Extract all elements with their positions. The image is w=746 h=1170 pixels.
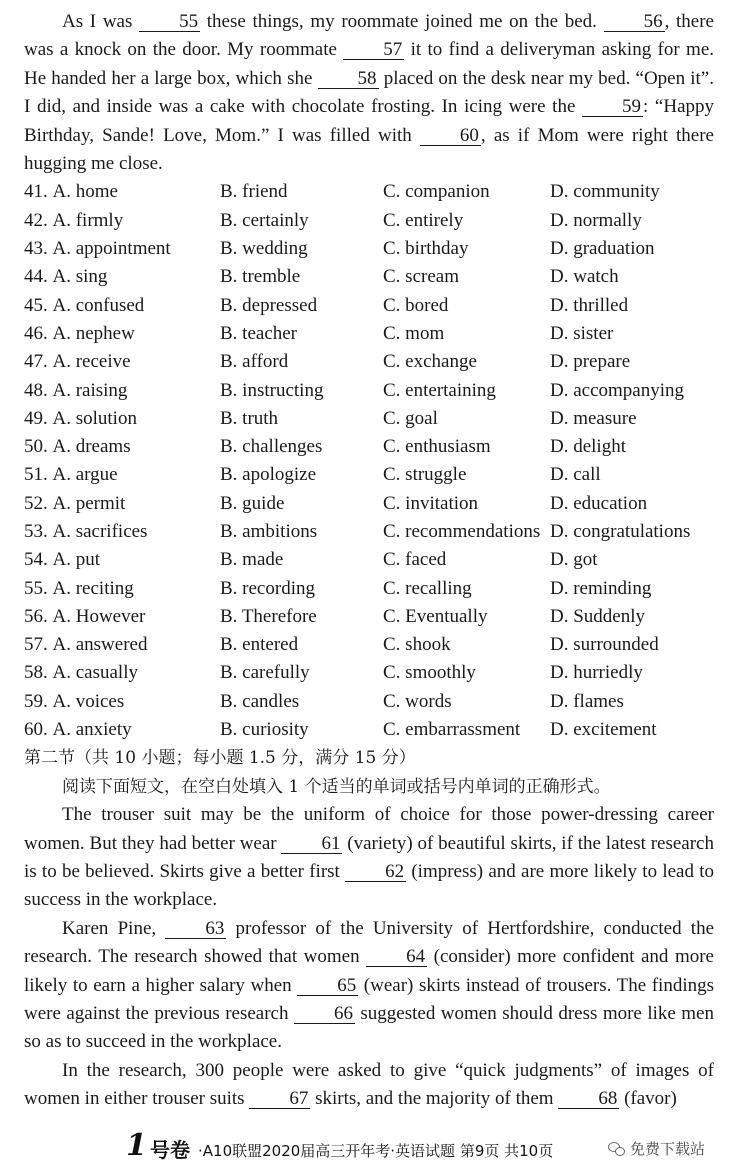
option-c[interactable]: C. goal xyxy=(383,407,438,429)
blank-67[interactable]: 67 xyxy=(249,1089,310,1109)
blank-60[interactable]: 60 xyxy=(420,126,481,146)
text-run: it to find a deliveryman asking for me. He handed her a large box, which she xyxy=(24,39,714,89)
option-d[interactable]: D. delight xyxy=(550,436,626,458)
option-label: A. reciting xyxy=(52,577,134,599)
option-d[interactable]: D. graduation xyxy=(550,238,655,260)
option-c[interactable]: C. entertaining xyxy=(383,379,496,401)
option-label: A. casually xyxy=(52,662,138,684)
option-label: A. argue xyxy=(52,464,118,486)
text-run: In the research, 300 people were asked to give “quick judgments” of images of women in either trouser suits xyxy=(24,1059,714,1110)
option-d[interactable]: D. community xyxy=(550,181,660,203)
exam-page xyxy=(24,8,714,1114)
option-c[interactable]: C. exchange xyxy=(383,351,477,373)
option-b[interactable]: B. afford xyxy=(220,351,289,373)
text-run: The trouser suit may be the uniform of choice for those power-dressing career women. But they had better wear xyxy=(24,804,714,854)
option-a[interactable] xyxy=(24,433,220,461)
option-label: A. solution xyxy=(52,407,137,429)
option-row xyxy=(24,575,714,603)
option-c[interactable]: C. invitation xyxy=(383,492,478,514)
question-number: 42. xyxy=(24,209,48,231)
text-run: (consider) more confident and more likely to earn a higher salary when xyxy=(24,946,714,996)
option-c[interactable]: C. embarrassment xyxy=(383,719,521,741)
option-b[interactable]: B. Therefore xyxy=(220,605,317,627)
option-c[interactable]: C. recalling xyxy=(383,577,472,599)
question-number: 43. xyxy=(24,238,48,260)
option-b[interactable]: B. friend xyxy=(220,181,288,203)
blank-58[interactable]: 58 xyxy=(318,69,379,89)
option-label: A. receive xyxy=(52,351,131,373)
option-d[interactable]: D. watch xyxy=(550,266,619,288)
option-c[interactable]: C. shook xyxy=(383,634,451,656)
blank-68[interactable]: 68 xyxy=(558,1089,619,1109)
option-label: A. appointment xyxy=(52,238,171,260)
passage-paragraph xyxy=(24,915,714,1057)
wechat-icon xyxy=(608,1141,626,1157)
option-b[interactable]: B. certainly xyxy=(220,209,309,231)
option-label: A. voices xyxy=(52,690,125,712)
option-d[interactable]: D. prepare xyxy=(550,351,631,373)
text-run: As I was xyxy=(62,11,140,32)
option-b[interactable]: B. candles xyxy=(220,690,300,712)
option-d[interactable]: D. surrounded xyxy=(550,634,659,656)
question-number: 52. xyxy=(24,492,48,514)
option-b[interactable]: B. instructing xyxy=(220,379,324,401)
option-row xyxy=(24,518,714,546)
section-instruction: 阅读下面短文，在空白处填入 1 个适当的单词或括号内单词的正确形式。 xyxy=(62,776,611,797)
option-d[interactable]: D. normally xyxy=(550,209,642,231)
option-label: A. dreams xyxy=(52,436,131,458)
text-run: Karen Pine, xyxy=(62,917,166,939)
option-row xyxy=(24,659,714,687)
option-d[interactable]: D. flames xyxy=(550,690,624,712)
option-label: A. anxiety xyxy=(52,719,132,741)
option-c[interactable]: C. enthusiasm xyxy=(383,436,491,458)
option-d[interactable]: D. accompanying xyxy=(550,379,685,401)
text-run: (variety) of beautiful skirts, if the latest research is to be believed. Skirts give a better first xyxy=(24,832,714,882)
text-run: (wear) skirts instead of trousers. The findings were against the previous research xyxy=(24,974,714,1025)
option-b[interactable]: B. truth xyxy=(220,407,279,429)
option-label: A. home xyxy=(52,181,118,203)
footer-text: ·A10联盟2020届高三开年考·英语试题 第9页 共10页 xyxy=(198,1142,554,1160)
option-row xyxy=(24,348,714,376)
option-c[interactable]: C. struggle xyxy=(383,464,467,486)
option-row xyxy=(24,433,714,461)
option-a[interactable] xyxy=(24,631,220,659)
blank-62[interactable]: 62 xyxy=(345,862,406,882)
question-number: 57. xyxy=(24,634,48,656)
option-a[interactable] xyxy=(24,461,220,489)
option-b[interactable]: B. challenges xyxy=(220,436,323,458)
option-label: A. put xyxy=(52,549,100,571)
option-b[interactable]: B. made xyxy=(220,549,284,571)
option-label: A. firmly xyxy=(52,209,124,231)
option-c[interactable]: C. scream xyxy=(383,266,459,288)
blank-56[interactable]: 56 xyxy=(604,12,665,32)
blank-65[interactable]: 65 xyxy=(297,976,358,996)
option-a[interactable] xyxy=(24,603,220,631)
option-row xyxy=(24,461,714,489)
option-d[interactable]: D. thrilled xyxy=(550,294,629,316)
watermark-text: 免费下载站 xyxy=(630,1140,706,1158)
option-a[interactable] xyxy=(24,320,220,348)
option-d[interactable]: D. call xyxy=(550,464,601,486)
option-d[interactable]: D. Suddenly xyxy=(550,605,645,627)
question-number: 47. xyxy=(24,351,48,373)
option-a[interactable] xyxy=(24,518,220,546)
option-row xyxy=(24,377,714,405)
option-row xyxy=(24,263,714,291)
watermark xyxy=(604,1138,705,1159)
blank-64[interactable]: 64 xyxy=(366,947,427,967)
option-d[interactable]: D. congratulations xyxy=(550,521,691,542)
option-b[interactable]: B. recording xyxy=(220,577,315,599)
option-b[interactable]: B. entered xyxy=(220,634,299,656)
option-c[interactable]: C. words xyxy=(383,690,452,712)
text-run: : “Happy Birthday, Sande! Love, Mom.” I was filled with xyxy=(24,96,715,146)
passage-paragraph xyxy=(24,1057,714,1114)
blank-55[interactable]: 55 xyxy=(139,12,200,32)
blank-61[interactable]: 61 xyxy=(281,834,342,854)
option-a[interactable] xyxy=(24,348,220,376)
option-b[interactable]: B. ambitions xyxy=(220,521,318,542)
option-c[interactable]: C. recommendations xyxy=(383,521,541,542)
option-row xyxy=(24,490,714,518)
option-a[interactable] xyxy=(24,688,220,716)
option-label: A. sacrifices xyxy=(52,521,148,542)
option-c[interactable]: C. faced xyxy=(383,549,447,571)
option-c[interactable]: C. smoothly xyxy=(383,662,476,684)
text-run: (favor) xyxy=(619,1088,677,1110)
options-list xyxy=(24,178,714,744)
page-footer xyxy=(0,1128,746,1168)
text-run: (impress) and are more likely to lead to success in the workplace. xyxy=(24,861,714,911)
logo-text: 号卷 xyxy=(150,1138,190,1162)
question-number: 45. xyxy=(24,294,48,316)
option-b[interactable]: B. wedding xyxy=(220,238,308,260)
option-b[interactable]: B. depressed xyxy=(220,294,318,316)
section-title: 第二节（共 10 小题；每小题 1.5 分，满分 15 分） xyxy=(24,748,416,769)
option-row xyxy=(24,631,714,659)
option-b[interactable]: B. guide xyxy=(220,492,285,514)
question-number: 44. xyxy=(24,266,48,288)
option-c[interactable]: C. mom xyxy=(383,322,445,344)
option-d[interactable]: D. hurriedly xyxy=(550,662,643,684)
option-row xyxy=(24,688,714,716)
question-number: 59. xyxy=(24,690,48,712)
option-b[interactable]: B. curiosity xyxy=(220,719,309,741)
logo-mark: 1 xyxy=(126,1128,147,1163)
option-label: A. However xyxy=(52,605,146,627)
passage-paragraph xyxy=(24,8,714,178)
option-label: A. confused xyxy=(52,294,145,316)
text-run: , there was a knock on the door. My roommate xyxy=(24,11,714,61)
option-c[interactable]: C. Eventually xyxy=(383,605,488,627)
option-row xyxy=(24,716,714,744)
option-b[interactable]: B. carefully xyxy=(220,662,310,684)
option-d[interactable]: D. reminding xyxy=(550,577,652,599)
question-number: 60. xyxy=(24,719,48,741)
option-a[interactable] xyxy=(24,235,220,263)
blank-63[interactable]: 63 xyxy=(165,919,226,939)
question-number: 48. xyxy=(24,379,48,401)
option-a[interactable] xyxy=(24,716,220,744)
text-run: , as if Mom were right there hugging me close. xyxy=(24,124,714,175)
question-number: 41. xyxy=(24,181,48,203)
option-label: A. raising xyxy=(52,379,128,401)
option-a[interactable] xyxy=(24,659,220,687)
question-number: 53. xyxy=(24,521,48,542)
option-a[interactable] xyxy=(24,377,220,405)
option-label: A. nephew xyxy=(52,322,135,344)
option-label: A. permit xyxy=(52,492,126,514)
blank-66[interactable]: 66 xyxy=(294,1004,355,1024)
question-number: 49. xyxy=(24,407,48,429)
option-c[interactable]: C. birthday xyxy=(383,238,469,260)
passage-paragraph xyxy=(24,801,714,915)
blank-59[interactable]: 59 xyxy=(582,97,643,117)
option-label: A. answered xyxy=(52,634,148,656)
question-number: 55. xyxy=(24,577,48,599)
option-b[interactable]: B. apologize xyxy=(220,464,317,486)
option-a[interactable] xyxy=(24,405,220,433)
option-a[interactable] xyxy=(24,490,220,518)
text-run: professor of the University of Hertfordshire, conducted the research. The research showed that women xyxy=(24,917,714,968)
text-run: these things, my roommate joined me on the bed. xyxy=(200,11,604,32)
option-a[interactable] xyxy=(24,207,220,235)
option-a[interactable] xyxy=(24,263,220,291)
option-a[interactable] xyxy=(24,575,220,603)
question-number: 50. xyxy=(24,436,48,458)
option-a[interactable] xyxy=(24,292,220,320)
option-row xyxy=(24,603,714,631)
option-d[interactable]: D. got xyxy=(550,549,598,571)
option-row xyxy=(24,320,714,348)
text-run: suggested women should dress more like men so as to succeed in the workplace. xyxy=(24,1003,714,1053)
option-row xyxy=(24,178,714,206)
option-row xyxy=(24,207,714,235)
question-number: 46. xyxy=(24,322,48,344)
question-number: 54. xyxy=(24,549,48,571)
option-d[interactable]: D. education xyxy=(550,492,648,514)
text-run: placed on the desk near my bed. “Open it”. I did, and inside was a cake with chocolate frosting. In icing were the xyxy=(24,67,714,118)
option-label: A. sing xyxy=(52,266,108,288)
option-c[interactable]: C. companion xyxy=(383,181,490,203)
option-row xyxy=(24,235,714,263)
option-d[interactable]: D. excitement xyxy=(550,719,657,741)
option-c[interactable]: C. entirely xyxy=(383,209,464,231)
question-number: 58. xyxy=(24,662,48,684)
question-number: 51. xyxy=(24,464,48,486)
blank-57[interactable]: 57 xyxy=(343,40,404,60)
option-row xyxy=(24,292,714,320)
text-run: skirts, and the majority of them xyxy=(310,1088,559,1110)
option-row xyxy=(24,546,714,574)
option-a[interactable] xyxy=(24,546,220,574)
option-d[interactable]: D. measure xyxy=(550,407,637,429)
option-c[interactable]: C. bored xyxy=(383,294,449,316)
option-a[interactable] xyxy=(24,178,220,206)
option-b[interactable]: B. tremble xyxy=(220,266,301,288)
option-row xyxy=(24,405,714,433)
option-b[interactable]: B. teacher xyxy=(220,322,298,344)
question-number: 56. xyxy=(24,605,48,627)
option-d[interactable]: D. sister xyxy=(550,322,614,344)
